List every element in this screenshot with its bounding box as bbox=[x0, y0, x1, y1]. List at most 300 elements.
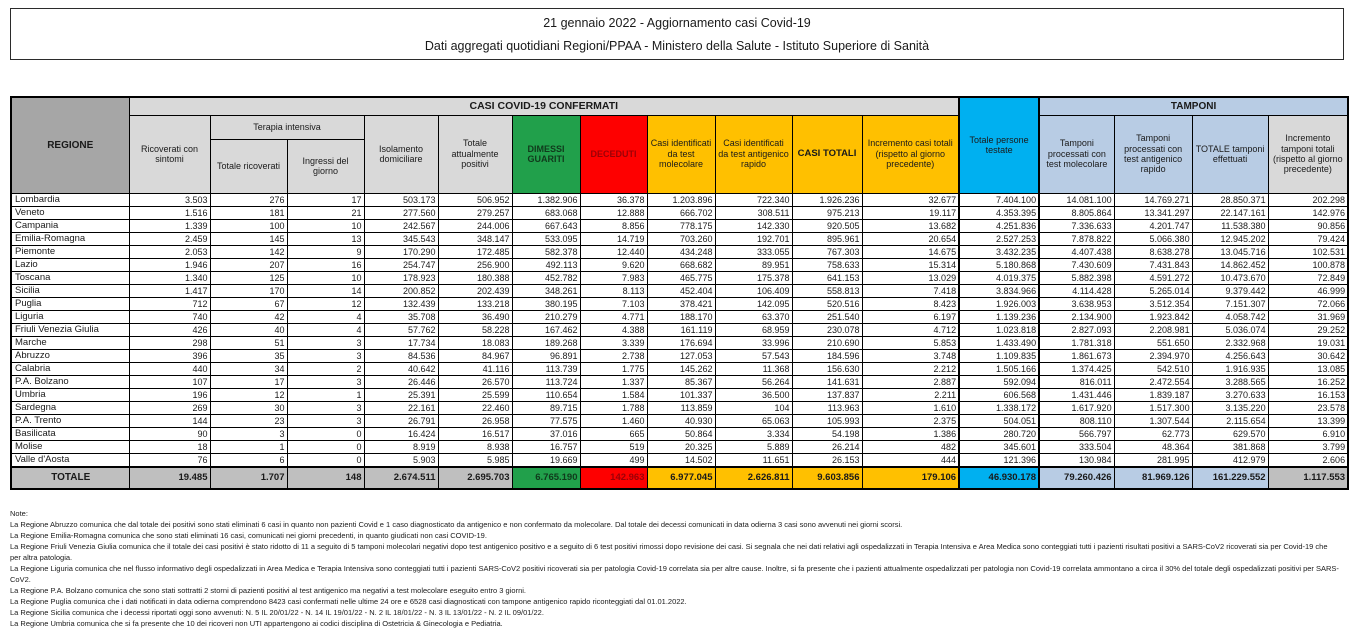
table-cell: 1.307.544 bbox=[1114, 414, 1192, 427]
table-cell: 2.827.093 bbox=[1039, 323, 1114, 336]
table-cell: 84.536 bbox=[364, 349, 438, 362]
notes-label: Note: bbox=[10, 508, 28, 518]
table-cell: 32.677 bbox=[862, 193, 959, 206]
table-cell: 381.868 bbox=[1192, 440, 1268, 453]
table-row bbox=[11, 414, 1348, 427]
table-cell: 452.782 bbox=[512, 271, 580, 284]
table-cell: 566.797 bbox=[1039, 427, 1114, 440]
table-cell: 127.053 bbox=[647, 349, 715, 362]
table-cell: 2 bbox=[287, 362, 364, 375]
table-cell: 1.610 bbox=[862, 401, 959, 414]
table-cell: 251.540 bbox=[792, 310, 862, 323]
region-name: Sicilia bbox=[11, 284, 129, 297]
table-cell: 1.505.166 bbox=[959, 362, 1039, 375]
table-cell: 11.538.380 bbox=[1192, 219, 1268, 232]
header-dimessi-guariti: DIMESSI GUARITI bbox=[512, 115, 580, 193]
table-cell: 1.926.003 bbox=[959, 297, 1039, 310]
table-cell: 269 bbox=[129, 401, 210, 414]
table-cell: 298 bbox=[129, 336, 210, 349]
table-cell: 778.175 bbox=[647, 219, 715, 232]
table-cell: 26.958 bbox=[438, 414, 512, 427]
table-cell: 107 bbox=[129, 375, 210, 388]
table-cell: 12.888 bbox=[580, 206, 647, 219]
table-cell: 42 bbox=[210, 310, 287, 323]
table-row bbox=[11, 375, 1348, 388]
table-cell: 1.781.318 bbox=[1039, 336, 1114, 349]
table-cell: 1.337 bbox=[580, 375, 647, 388]
table-cell: 412.979 bbox=[1192, 453, 1268, 467]
table-cell: 683.068 bbox=[512, 206, 580, 219]
table-cell: 3.512.354 bbox=[1114, 297, 1192, 310]
table-cell: 520.516 bbox=[792, 297, 862, 310]
table-cell: 89.715 bbox=[512, 401, 580, 414]
table-cell: 1.517.300 bbox=[1114, 401, 1192, 414]
table-cell: 1.203.896 bbox=[647, 193, 715, 206]
table-cell: 641.153 bbox=[792, 271, 862, 284]
table-cell: 18.083 bbox=[438, 336, 512, 349]
table-cell: 167.462 bbox=[512, 323, 580, 336]
table-cell: 8.919 bbox=[364, 440, 438, 453]
table-cell: 242.567 bbox=[364, 219, 438, 232]
table-row bbox=[11, 349, 1348, 362]
table-row bbox=[11, 206, 1348, 219]
table-cell: 2.134.900 bbox=[1039, 310, 1114, 323]
report-title-box bbox=[10, 8, 1344, 60]
table-cell: 210.690 bbox=[792, 336, 862, 349]
table-cell: 1.433.490 bbox=[959, 336, 1039, 349]
table-cell: 79.260.426 bbox=[1039, 467, 1114, 489]
table-cell: 202.298 bbox=[1268, 193, 1348, 206]
table-cell: 10 bbox=[287, 271, 364, 284]
table-cell: 3 bbox=[287, 401, 364, 414]
table-cell: 137.837 bbox=[792, 388, 862, 401]
table-row bbox=[11, 336, 1348, 349]
table-cell: 132.439 bbox=[364, 297, 438, 310]
total-label: TOTALE bbox=[11, 467, 129, 489]
table-cell: 113.859 bbox=[647, 401, 715, 414]
table-cell: 179.106 bbox=[862, 467, 959, 489]
region-name: Friuli Venezia Giulia bbox=[11, 323, 129, 336]
table-cell: 30.642 bbox=[1268, 349, 1348, 362]
table-cell: 2.053 bbox=[129, 245, 210, 258]
table-cell: 29.252 bbox=[1268, 323, 1348, 336]
table-cell: 17 bbox=[287, 193, 364, 206]
table-cell: 5.853 bbox=[862, 336, 959, 349]
table-cell: 3.270.633 bbox=[1192, 388, 1268, 401]
table-cell: 1.839.187 bbox=[1114, 388, 1192, 401]
table-cell: 2.738 bbox=[580, 349, 647, 362]
table-cell: 56.264 bbox=[715, 375, 792, 388]
table-cell: 277.560 bbox=[364, 206, 438, 219]
table-cell: 8.938 bbox=[438, 440, 512, 453]
table-cell: 0 bbox=[287, 440, 364, 453]
table-cell: 4.388 bbox=[580, 323, 647, 336]
table-cell: 4.256.643 bbox=[1192, 349, 1268, 362]
table-cell: 1.707 bbox=[210, 467, 287, 489]
table-cell: 84.967 bbox=[438, 349, 512, 362]
table-cell: 145.262 bbox=[647, 362, 715, 375]
table-cell: 41.116 bbox=[438, 362, 512, 375]
table-cell: 16.517 bbox=[438, 427, 512, 440]
table-cell: 3 bbox=[210, 427, 287, 440]
table-cell: 26.570 bbox=[438, 375, 512, 388]
table-cell: 333.504 bbox=[1039, 440, 1114, 453]
table-cell: 2.472.554 bbox=[1114, 375, 1192, 388]
table-row bbox=[11, 284, 1348, 297]
table-cell: 1.431.446 bbox=[1039, 388, 1114, 401]
table-cell: 14 bbox=[287, 284, 364, 297]
report-date-title: 21 gennaio 2022 - Aggiornamento casi Covid-19 bbox=[543, 15, 811, 30]
header-band-casi-confermati: CASI COVID-19 CONFERMATI bbox=[129, 97, 959, 115]
table-cell: 378.421 bbox=[647, 297, 715, 310]
table-cell: 3 bbox=[287, 349, 364, 362]
table-cell: 68.959 bbox=[715, 323, 792, 336]
table-cell: 3.339 bbox=[580, 336, 647, 349]
table-cell: 200.852 bbox=[364, 284, 438, 297]
table-cell: 452.404 bbox=[647, 284, 715, 297]
table-cell: 308.511 bbox=[715, 206, 792, 219]
table-cell: 1.417 bbox=[129, 284, 210, 297]
table-cell: 3.834.966 bbox=[959, 284, 1039, 297]
table-cell: 667.643 bbox=[512, 219, 580, 232]
table-cell: 34 bbox=[210, 362, 287, 375]
table-cell: 16.252 bbox=[1268, 375, 1348, 388]
table-cell: 1.923.842 bbox=[1114, 310, 1192, 323]
table-cell: 21 bbox=[287, 206, 364, 219]
table-cell: 2.527.253 bbox=[959, 232, 1039, 245]
table-cell: 72.066 bbox=[1268, 297, 1348, 310]
table-cell: 25.599 bbox=[438, 388, 512, 401]
table-cell: 26.214 bbox=[792, 440, 862, 453]
table-cell: 5.180.868 bbox=[959, 258, 1039, 271]
table-cell: 51 bbox=[210, 336, 287, 349]
table-cell: 1.460 bbox=[580, 414, 647, 427]
table-cell: 5.265.014 bbox=[1114, 284, 1192, 297]
table-cell: 14.769.271 bbox=[1114, 193, 1192, 206]
table-cell: 279.257 bbox=[438, 206, 512, 219]
table-cell: 20.654 bbox=[862, 232, 959, 245]
table-cell: 4.591.272 bbox=[1114, 271, 1192, 284]
table-cell: 3.799 bbox=[1268, 440, 1348, 453]
table-cell: 256.900 bbox=[438, 258, 512, 271]
report-subtitle: Dati aggregati quotidiani Regioni/PPAA - Ministero della Salute - Istituto Superiore di Sanità bbox=[424, 38, 930, 53]
table-cell: 8.113 bbox=[580, 284, 647, 297]
table-cell: 130.984 bbox=[1039, 453, 1114, 467]
table-row bbox=[11, 310, 1348, 323]
table-cell: 12.440 bbox=[580, 245, 647, 258]
table-cell: 202.439 bbox=[438, 284, 512, 297]
table-cell: 104 bbox=[715, 401, 792, 414]
table-cell: 1.386 bbox=[862, 427, 959, 440]
table-cell: 57.543 bbox=[715, 349, 792, 362]
table-cell: 7.151.307 bbox=[1192, 297, 1268, 310]
table-cell: 2.332.968 bbox=[1192, 336, 1268, 349]
table-cell: 148 bbox=[287, 467, 364, 489]
table-cell: 0 bbox=[287, 427, 364, 440]
table-cell: 58.228 bbox=[438, 323, 512, 336]
table-cell: 26.153 bbox=[792, 453, 862, 467]
table-cell: 14.081.100 bbox=[1039, 193, 1114, 206]
table-cell: 426 bbox=[129, 323, 210, 336]
table-cell: 210.279 bbox=[512, 310, 580, 323]
region-name: Basilicata bbox=[11, 427, 129, 440]
table-row bbox=[11, 323, 1348, 336]
header-ricoverati-con-sintomi: Ricoverati con sintomi bbox=[129, 115, 210, 193]
table-cell: 1.109.835 bbox=[959, 349, 1039, 362]
table-cell: 1.617.920 bbox=[1039, 401, 1114, 414]
table-cell: 444 bbox=[862, 453, 959, 467]
table-cell: 4.407.438 bbox=[1039, 245, 1114, 258]
table-cell: 181 bbox=[210, 206, 287, 219]
table-cell: 106.409 bbox=[715, 284, 792, 297]
region-name: Campania bbox=[11, 219, 129, 232]
note-sicilia: La Regione Sicilia comunica che i decessi riportati oggi sono avvenuti: N. 5 IL 20/01/22 - N. 14 IL 19/01/22 - N. 2 IL 18/01/22 - N. 3 IL 13/01/22 - N. 2 IL 09/01/22. bbox=[10, 607, 544, 617]
table-cell: 76 bbox=[129, 453, 210, 467]
table-cell: 35 bbox=[210, 349, 287, 362]
region-name: Lombardia bbox=[11, 193, 129, 206]
table-cell: 72.849 bbox=[1268, 271, 1348, 284]
table-cell: 101.337 bbox=[647, 388, 715, 401]
table-cell: 3.334 bbox=[715, 427, 792, 440]
table-cell: 465.775 bbox=[647, 271, 715, 284]
table-cell: 156.630 bbox=[792, 362, 862, 375]
region-name: Calabria bbox=[11, 362, 129, 375]
table-cell: 176.694 bbox=[647, 336, 715, 349]
table-body bbox=[11, 193, 1348, 489]
table-cell: 3.135.220 bbox=[1192, 401, 1268, 414]
table-cell: 1.340 bbox=[129, 271, 210, 284]
table-cell: 142.330 bbox=[715, 219, 792, 232]
region-name: Marche bbox=[11, 336, 129, 349]
table-cell: 345.601 bbox=[959, 440, 1039, 453]
table-cell: 6.910 bbox=[1268, 427, 1348, 440]
table-cell: 13 bbox=[287, 232, 364, 245]
table-cell: 9.620 bbox=[580, 258, 647, 271]
table-cell: 712 bbox=[129, 297, 210, 310]
table-cell: 542.510 bbox=[1114, 362, 1192, 375]
table-cell: 2.626.811 bbox=[715, 467, 792, 489]
region-name: P.A. Trento bbox=[11, 414, 129, 427]
region-name: Puglia bbox=[11, 297, 129, 310]
table-cell: 895.961 bbox=[792, 232, 862, 245]
table-cell: 533.095 bbox=[512, 232, 580, 245]
table-cell: 17 bbox=[210, 375, 287, 388]
table-cell: 3 bbox=[287, 375, 364, 388]
table-cell: 145 bbox=[210, 232, 287, 245]
table-cell: 665 bbox=[580, 427, 647, 440]
header-isolamento-domiciliare: Isolamento domiciliare bbox=[364, 115, 438, 193]
note-liguria: La Regione Liguria comunica che nel flusso informativo degli ospedalizzati in Area Medica e Terapia Intensiva sono conteggiati tutti i pazienti SARS-CoV2 positivi ricoverati sia per patologia Covid-19 correlata sia per altre cause. Inoltre, si fa presente che i pazienti attualmente ospedalizzati per patologia non Covid-19 correlata ammontano a circa il 30% del totale degli ospedalizzati positivi per SARS-CoV2. bbox=[10, 563, 1339, 584]
region-name: Abruzzo bbox=[11, 349, 129, 362]
table-row bbox=[11, 219, 1348, 232]
table-cell: 161.119 bbox=[647, 323, 715, 336]
total-row bbox=[11, 467, 1348, 489]
table-cell: 244.006 bbox=[438, 219, 512, 232]
table-cell: 22.161 bbox=[364, 401, 438, 414]
table-cell: 6.765.190 bbox=[512, 467, 580, 489]
table-cell: 767.303 bbox=[792, 245, 862, 258]
table-cell: 722.340 bbox=[715, 193, 792, 206]
table-cell: 19.669 bbox=[512, 453, 580, 467]
table-row bbox=[11, 453, 1348, 467]
table-cell: 7.431.843 bbox=[1114, 258, 1192, 271]
table-cell: 2.606 bbox=[1268, 453, 1348, 467]
table-cell: 40.930 bbox=[647, 414, 715, 427]
table-cell: 207 bbox=[210, 258, 287, 271]
table-cell: 1.926.236 bbox=[792, 193, 862, 206]
table-cell: 2.394.970 bbox=[1114, 349, 1192, 362]
table-cell: 582.378 bbox=[512, 245, 580, 258]
table-cell: 3.432.235 bbox=[959, 245, 1039, 258]
note-umbria: La Regione Umbria comunica che si fa presente che 10 dei ricoveri non UTI appartengono ai codici disciplina di Ostetricia & Ginecologia e Pediatria. bbox=[10, 618, 503, 628]
table-cell: 519 bbox=[580, 440, 647, 453]
table-cell: 113.963 bbox=[792, 401, 862, 414]
table-cell: 506.952 bbox=[438, 193, 512, 206]
table-cell: 170.290 bbox=[364, 245, 438, 258]
table-cell: 504.051 bbox=[959, 414, 1039, 427]
table-cell: 26.791 bbox=[364, 414, 438, 427]
table-row bbox=[11, 401, 1348, 414]
table-cell: 33.996 bbox=[715, 336, 792, 349]
region-name: Toscana bbox=[11, 271, 129, 284]
table-cell: 1.382.906 bbox=[512, 193, 580, 206]
table-cell: 1.117.553 bbox=[1268, 467, 1348, 489]
table-cell: 13.682 bbox=[862, 219, 959, 232]
table-cell: 16.424 bbox=[364, 427, 438, 440]
table-cell: 9.379.442 bbox=[1192, 284, 1268, 297]
table-cell: 100 bbox=[210, 219, 287, 232]
table-cell: 5.889 bbox=[715, 440, 792, 453]
table-cell: 22.460 bbox=[438, 401, 512, 414]
note-pa-bolzano: La Regione P.A. Bolzano comunica che sono stati sottratti 2 storni di pazienti positivi al test antigenico ma negativi a test molecolare eseguito entro 3 giorni. bbox=[10, 585, 526, 595]
table-cell: 54.198 bbox=[792, 427, 862, 440]
table-cell: 7.983 bbox=[580, 271, 647, 284]
header-tamponi-molecolare: Tamponi processati con test molecolare bbox=[1039, 115, 1114, 193]
table-cell: 4.251.836 bbox=[959, 219, 1039, 232]
table-cell: 3.748 bbox=[862, 349, 959, 362]
table-cell: 1.775 bbox=[580, 362, 647, 375]
table-cell: 5.036.074 bbox=[1192, 323, 1268, 336]
table-cell: 23 bbox=[210, 414, 287, 427]
table-cell: 10.473.670 bbox=[1192, 271, 1268, 284]
table-cell: 666.702 bbox=[647, 206, 715, 219]
table-cell: 100.878 bbox=[1268, 258, 1348, 271]
table-cell: 1.861.673 bbox=[1039, 349, 1114, 362]
table-cell: 2.459 bbox=[129, 232, 210, 245]
table-cell: 4.019.375 bbox=[959, 271, 1039, 284]
table-cell: 142.095 bbox=[715, 297, 792, 310]
table-cell: 175.378 bbox=[715, 271, 792, 284]
note-puglia: La Regione Puglia comunica che i dati notificati in data odierna comprendono 8423 casi confermati nelle ultime 24 ore e 6528 casi diagnosticati con tampone antigenico rapido riconteggiati dal 01.01.2022. bbox=[10, 596, 687, 606]
table-cell: 0 bbox=[287, 453, 364, 467]
header-incremento-tamponi-totali: Incremento tamponi totali (rispetto al giorno precedente) bbox=[1268, 115, 1348, 193]
table-cell: 90 bbox=[129, 427, 210, 440]
table-cell: 121.396 bbox=[959, 453, 1039, 467]
table-cell: 4.353.395 bbox=[959, 206, 1039, 219]
table-cell: 8.638.278 bbox=[1114, 245, 1192, 258]
table-cell: 15.314 bbox=[862, 258, 959, 271]
header-totale-persone-testate: Totale persone testate bbox=[959, 97, 1039, 193]
table-cell: 192.701 bbox=[715, 232, 792, 245]
table-cell: 592.094 bbox=[959, 375, 1039, 388]
header-casi-totali: CASI TOTALI bbox=[792, 115, 862, 193]
table-cell: 668.682 bbox=[647, 258, 715, 271]
covid-data-table bbox=[10, 96, 1349, 490]
table-cell: 23.578 bbox=[1268, 401, 1348, 414]
table-cell: 606.568 bbox=[959, 388, 1039, 401]
table-cell: 18 bbox=[129, 440, 210, 453]
table-row bbox=[11, 258, 1348, 271]
table-cell: 348.261 bbox=[512, 284, 580, 297]
table-cell: 1.516 bbox=[129, 206, 210, 219]
table-cell: 4.771 bbox=[580, 310, 647, 323]
table-cell: 1.374.425 bbox=[1039, 362, 1114, 375]
table-cell: 14.862.452 bbox=[1192, 258, 1268, 271]
header-terapia-intensiva: Terapia intensiva bbox=[210, 115, 364, 139]
table-cell: 17.734 bbox=[364, 336, 438, 349]
region-name: Veneto bbox=[11, 206, 129, 219]
table-cell: 40 bbox=[210, 323, 287, 336]
table-cell: 2.208.981 bbox=[1114, 323, 1192, 336]
table-cell: 161.229.552 bbox=[1192, 467, 1268, 489]
table-cell: 4.114.428 bbox=[1039, 284, 1114, 297]
table-cell: 482 bbox=[862, 440, 959, 453]
table-cell: 142 bbox=[210, 245, 287, 258]
region-name: P.A. Bolzano bbox=[11, 375, 129, 388]
table-cell: 703.260 bbox=[647, 232, 715, 245]
table-cell: 22.147.161 bbox=[1192, 206, 1268, 219]
table-row bbox=[11, 232, 1348, 245]
header-casi-test-antigenico: Casi identificati da test antigenico rapido bbox=[715, 115, 792, 193]
table-cell: 65.063 bbox=[715, 414, 792, 427]
table-cell: 37.016 bbox=[512, 427, 580, 440]
table-cell: 1.916.935 bbox=[1192, 362, 1268, 375]
table-cell: 7.103 bbox=[580, 297, 647, 310]
table-cell: 19.117 bbox=[862, 206, 959, 219]
table-cell: 13.029 bbox=[862, 271, 959, 284]
table-cell: 28.850.371 bbox=[1192, 193, 1268, 206]
table-cell: 1 bbox=[210, 440, 287, 453]
table-cell: 380.195 bbox=[512, 297, 580, 310]
table-cell: 35.708 bbox=[364, 310, 438, 323]
table-cell: 345.543 bbox=[364, 232, 438, 245]
table-cell: 3 bbox=[287, 414, 364, 427]
table-cell: 9 bbox=[287, 245, 364, 258]
table-cell: 11.651 bbox=[715, 453, 792, 467]
table-cell: 503.173 bbox=[364, 193, 438, 206]
table-cell: 7.404.100 bbox=[959, 193, 1039, 206]
table-cell: 188.170 bbox=[647, 310, 715, 323]
table-cell: 816.011 bbox=[1039, 375, 1114, 388]
table-cell: 629.570 bbox=[1192, 427, 1268, 440]
table-cell: 396 bbox=[129, 349, 210, 362]
header-regione: REGIONE bbox=[11, 97, 129, 193]
table-cell: 125 bbox=[210, 271, 287, 284]
table-cell: 4.712 bbox=[862, 323, 959, 336]
table-row bbox=[11, 362, 1348, 375]
table-cell: 30 bbox=[210, 401, 287, 414]
table-cell: 89.951 bbox=[715, 258, 792, 271]
table-cell: 36.500 bbox=[715, 388, 792, 401]
table-cell: 12 bbox=[210, 388, 287, 401]
table-cell: 67 bbox=[210, 297, 287, 310]
table-cell: 180.388 bbox=[438, 271, 512, 284]
table-cell: 440 bbox=[129, 362, 210, 375]
table-cell: 13.045.716 bbox=[1192, 245, 1268, 258]
table-cell: 2.212 bbox=[862, 362, 959, 375]
table-cell: 6.197 bbox=[862, 310, 959, 323]
table-cell: 90.856 bbox=[1268, 219, 1348, 232]
